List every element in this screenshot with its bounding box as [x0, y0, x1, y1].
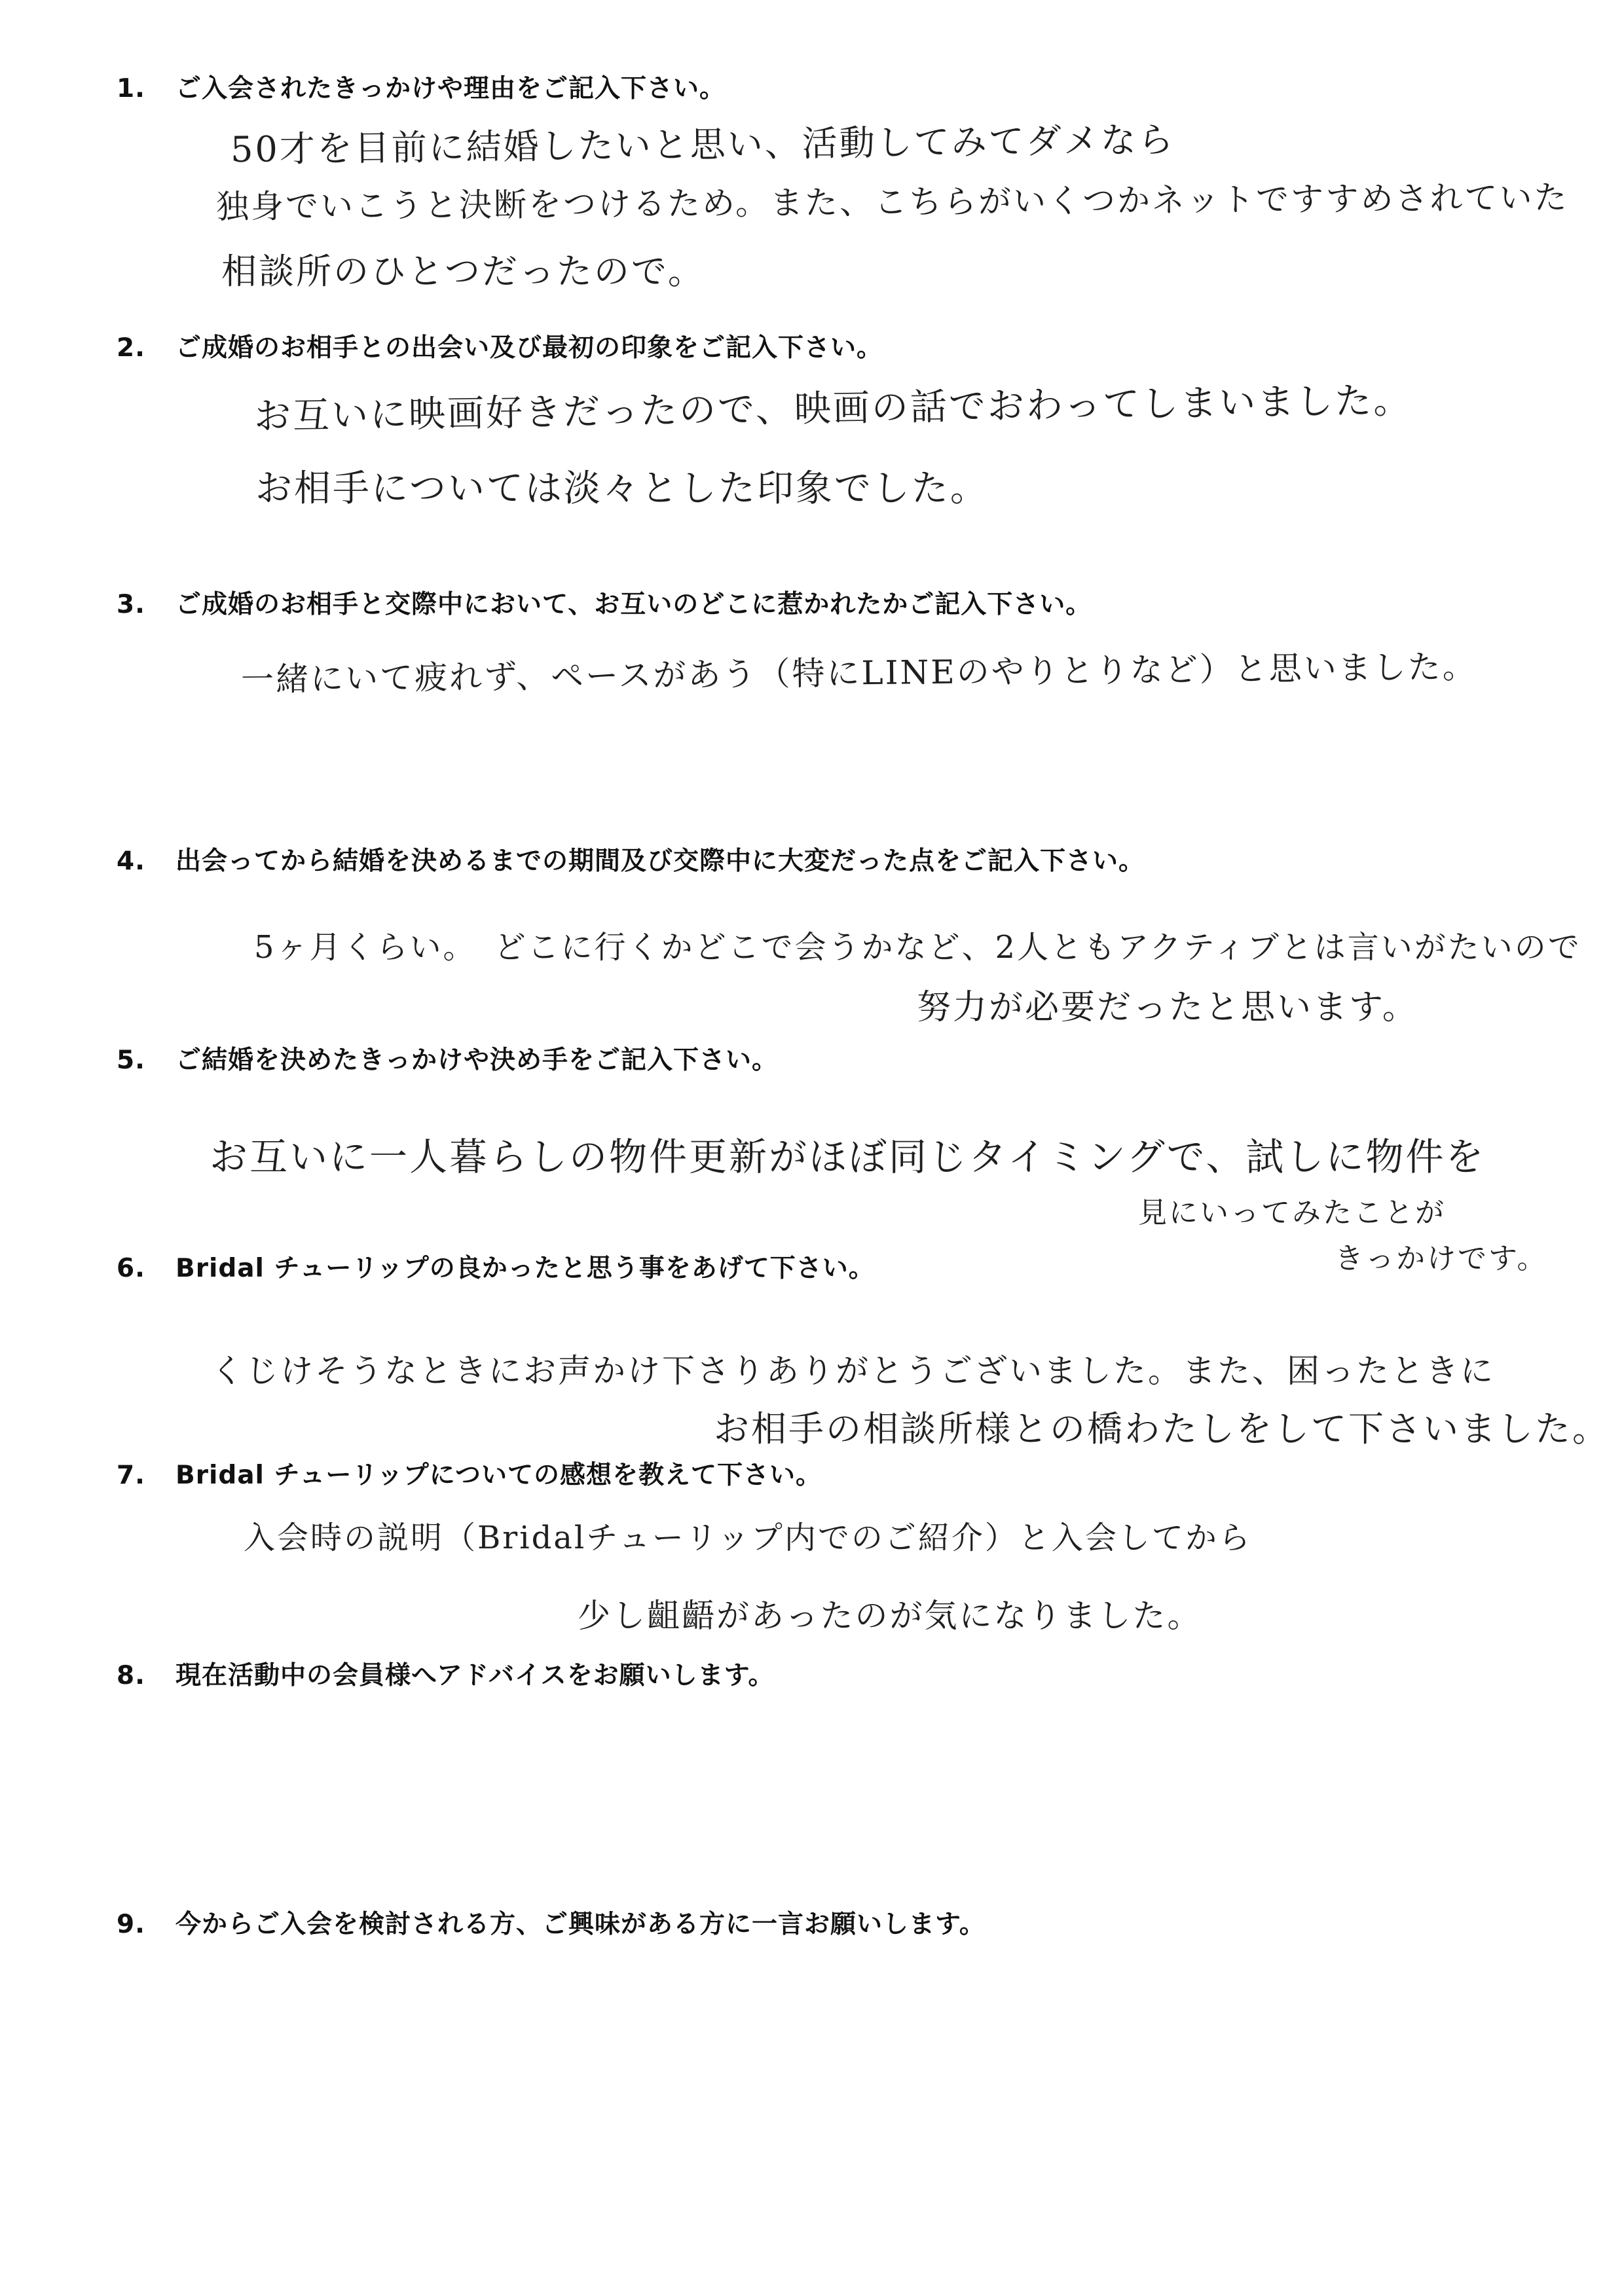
- question-2: 2. ご成婚のお相手との出会い及び最初の印象をご記入下さい。: [117, 333, 883, 363]
- question-1-text: ご入会されたきっかけや理由をご記入下さい。: [175, 74, 726, 103]
- answer-7-line-1: 入会時の説明（Bridalチューリップ内でのご紹介）と入会してから: [244, 1520, 1252, 1556]
- question-7-text: Bridal チューリップについての感想を教えて下さい。: [175, 1461, 822, 1490]
- question-5-text: ご結婚を決めたきっかけや決め手をご記入下さい。: [175, 1046, 779, 1075]
- question-3: 3. ご成婚のお相手と交際中において、お互いのどこに惹かれたかご記入下さい。: [117, 590, 1092, 619]
- question-4: 4. 出会ってから結婚を決めるまでの期間及び交際中に大変だった点をご記入下さい。: [117, 847, 1145, 876]
- question-8-text: 現在活動中の会員様へアドバイスをお願いします。: [175, 1661, 775, 1690]
- answer-1-line-2: 独身でいこうと決断をつけるため。また、こちらがいくつかネットですすめされていた: [215, 178, 1569, 226]
- answer-1-line-3: 相談所のひとつだったので。: [221, 251, 705, 292]
- question-9-text: 今からご入会を検討される方、ご興味がある方に一言お願いします。: [175, 1910, 986, 1939]
- question-7: 7. Bridal チューリップについての感想を教えて下さい。: [117, 1461, 822, 1490]
- question-4-text: 出会ってから結婚を決めるまでの期間及び交際中に大変だった点をご記入下さい。: [175, 847, 1145, 876]
- question-1: 1. ご入会されたきっかけや理由をご記入下さい。: [117, 74, 726, 103]
- answer-7-line-2: 少し齟齬があったのが気になりました。: [578, 1597, 1202, 1635]
- question-8: 8. 現在活動中の会員様へアドバイスをお願いします。: [117, 1661, 775, 1690]
- question-6-text: Bridal チューリップの良かったと思う事をあげて下さい。: [175, 1254, 875, 1283]
- question-9: 9. 今からご入会を検討される方、ご興味がある方に一言お願いします。: [117, 1910, 986, 1939]
- answer-2-line-1: お互いに映画好きだったので、映画の話でおわってしまいました。: [253, 379, 1412, 438]
- answer-6-line-2: お相手の相談所様との橋わたしをして下さいました。: [714, 1408, 1610, 1449]
- question-3-text: ご成婚のお相手と交際中において、お互いのどこに惹かれたかご記入下さい。: [175, 590, 1092, 619]
- answer-1-line-1: 50才を目前に結婚したいと思い、活動してみてダメなら: [230, 118, 1176, 170]
- question-2-text: ご成婚のお相手との出会い及び最初の印象をご記入下さい。: [175, 333, 883, 363]
- answer-5-line-3: きっかけです。: [1335, 1242, 1548, 1275]
- answer-5-line-2: 見にいってみたことが: [1138, 1196, 1446, 1230]
- answer-4-line-2: 努力が必要だったと思います。: [917, 988, 1418, 1027]
- answer-6-line-1: くじけそうなときにお声かけ下さりありがとうございました。また、困ったときに: [211, 1352, 1495, 1390]
- answer-5-line-1: お互いに一人暮らしの物件更新がほぼ同じタイミングで、試しに物件を: [210, 1135, 1486, 1179]
- question-6: 6. Bridal チューリップの良かったと思う事をあげて下さい。: [117, 1254, 875, 1283]
- answer-2-line-2: お相手については淡々とした印象でした。: [255, 467, 989, 510]
- answer-4-line-1: 5ヶ月くらい。 どこに行くかどこで会うかなど、2人ともアクティブとは言いがたいので: [254, 929, 1581, 966]
- answer-3-line-1: 一緒にいて疲れず、ペースがあう（特にLINEのやりとりなど）と思いました。: [240, 647, 1477, 699]
- question-5: 5. ご結婚を決めたきっかけや決め手をご記入下さい。: [117, 1046, 779, 1075]
